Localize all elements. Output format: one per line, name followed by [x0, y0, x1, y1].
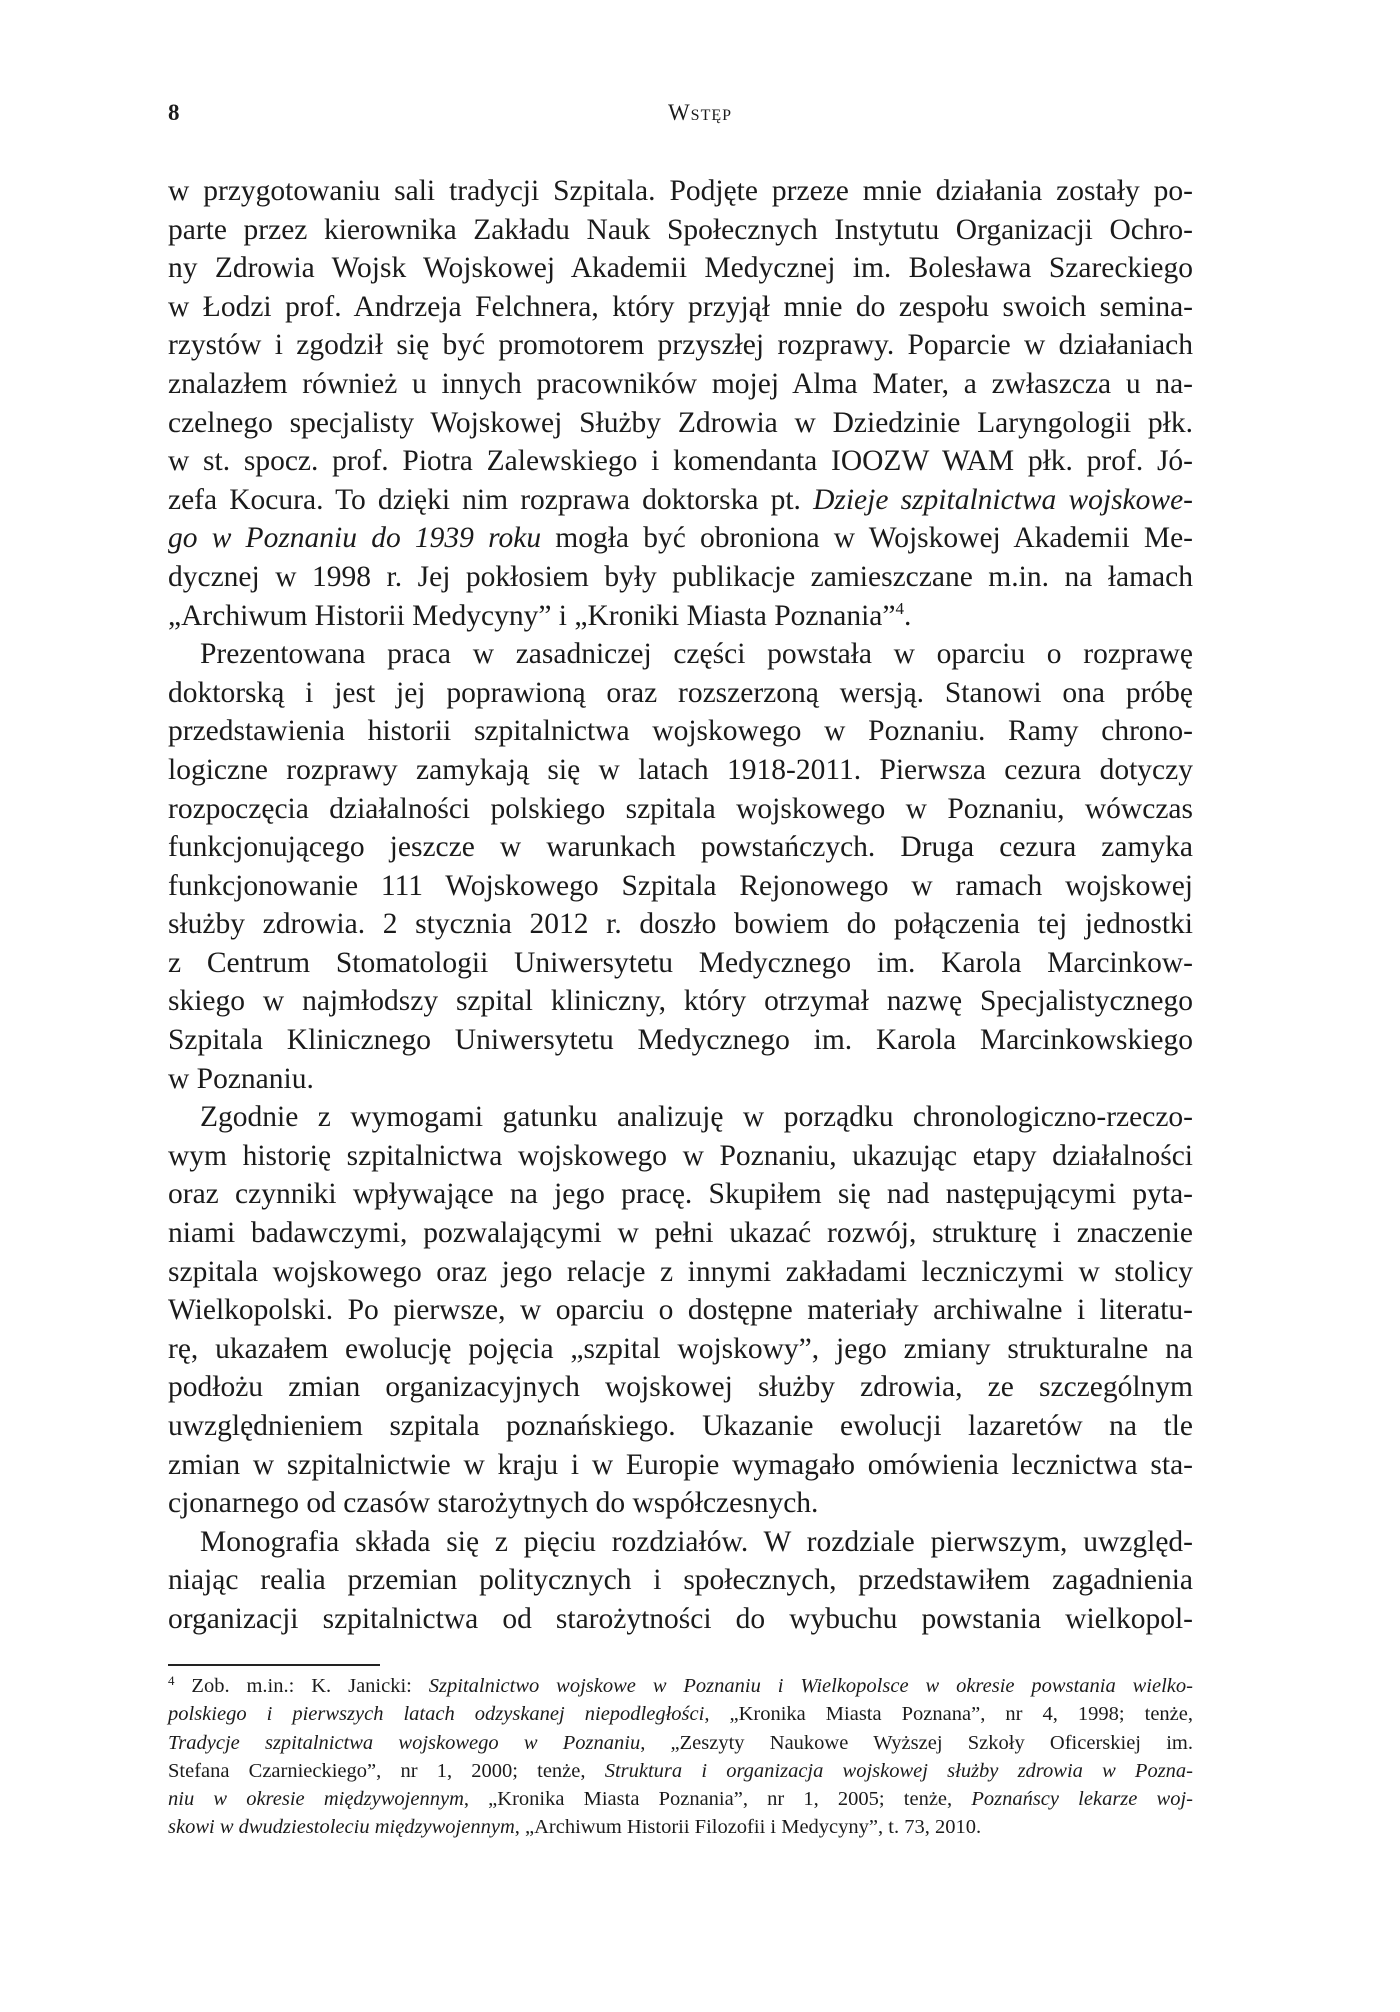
footnote-line: [168, 1700, 1193, 1728]
text-line: w Poznaniu.: [168, 1062, 314, 1095]
text-line: [168, 597, 1193, 636]
text-line: oraz czynniki wpływające na jego pracę. Skupiłem się nad następującymi pyta-: [168, 1178, 1193, 1211]
text-line: wym historię szpitalnictwa wojskowego w Poznaniu, ukazując etapy działalności: [168, 1139, 1193, 1172]
text-line: [168, 519, 1193, 558]
text-line: zmian w szpitalnictwie w kraju i w Europie wymagało omówienia lecznictwa sta-: [168, 1448, 1193, 1481]
text-run: , „Kronika Miasta Poznania”, nr 1, 2005; tenże,: [463, 1788, 972, 1811]
citation-title-italic: Szpitalnictwo wojskowe w Poznaniu i Wielkopolsce w okresie powstania wielko-: [428, 1675, 1193, 1697]
citation-title-italic: niu w okresie międzywojennym: [168, 1788, 464, 1811]
text-run: , „Kronika Miasta Poznana”, nr 4, 1998; tenże,: [704, 1703, 1193, 1726]
text-run: zefa Kocura. To dzięki nim rozprawa doktorska pt.: [168, 483, 814, 516]
text-line: niając realia przemian politycznych i społecznych, przedstawiłem zagadnienia: [168, 1564, 1193, 1597]
book-title-italic: Dzieje szpitalnictwa wojskowe-: [813, 483, 1193, 516]
text-run: Stefana Czarnieckiego”, nr 1, 2000; tenże,: [168, 1759, 605, 1782]
footnote-line: [168, 1672, 1193, 1700]
citation-title-italic: skowi w dwudziestoleciu międzywojennym: [168, 1816, 515, 1839]
text-line: Szpitala Klinicznego Uniwersytetu Medycznego im. Karola Marcinkowskiego: [168, 1024, 1193, 1057]
text-line: rę, ukazałem ewolucję pojęcia „szpital wojskowy”, jego zmiany strukturalne na: [168, 1332, 1193, 1365]
footnote-line: [168, 1785, 1193, 1813]
text-line: logiczne rozprawy zamykają się w latach 1918-2011. Pierwsza cezura dotyczy: [168, 753, 1193, 786]
text-line: Prezentowana praca w zasadniczej części powstała w oparciu o rozprawę: [200, 638, 1193, 671]
text-line: uwzględnieniem szpitala poznańskiego. Ukazanie ewolucji lazaretów na tle: [168, 1410, 1193, 1442]
running-head: Wstęp: [667, 100, 733, 125]
text-line: niami badawczymi, pozwalającymi w pełni ukazać rozwój, strukturę i znaczenie: [168, 1217, 1193, 1250]
footnotes: [168, 1672, 1193, 1842]
book-title-italic: go w Poznaniu do 1939 roku: [168, 522, 542, 555]
text-line: rzystów i zgodził się być promotorem przyszłej rozprawy. Poparcie w działaniach: [168, 329, 1193, 362]
footnote-marker: 4: [168, 1673, 175, 1688]
text-line: służby zdrowia. 2 stycznia 2012 r. doszło bowiem do połączenia tej jednostki: [168, 908, 1193, 941]
text-line: czelnego specjalisty Wojskowej Służby Zdrowia w Dziedzinie Laryngologii płk.: [168, 406, 1193, 439]
text-run: , „Zeszyty Naukowe Wyższej Szkoły Oficerskiej im.: [640, 1731, 1193, 1754]
citation-title-italic: Poznańscy lekarze woj-: [971, 1788, 1193, 1811]
text-line: Monografia składa się z pięciu rozdziałów. W rozdziale pierwszym, uwzględ-: [200, 1525, 1193, 1558]
text-line: Wielkopolski. Po pierwsze, w oparciu o dostępne materiały archiwalne i literatu-: [168, 1294, 1193, 1327]
text-line: Zgodnie z wymogami gatunku analizuję w porządku chronologiczno-rzeczo-: [200, 1101, 1193, 1134]
text-line: parte przez kierownika Zakładu Nauk Społecznych Instytutu Organizacji Ochro-: [168, 213, 1193, 246]
footnote-line: [168, 1813, 1193, 1841]
text-line: z Centrum Stomatologii Uniwersytetu Medycznego im. Karola Marcinkow-: [168, 946, 1193, 979]
text-line: w Łodzi prof. Andrzeja Felchnera, który przyjął mnie do zespołu swoich semina-: [168, 290, 1193, 323]
body-text: [168, 172, 1193, 1639]
text-line: ny Zdrowia Wojsk Wojskowej Akademii Medycznej im. Bolesława Szareckiego: [168, 252, 1193, 285]
text-run: , „Archiwum Historii Filozofii i Medycyny”, t. 73, 2010.: [514, 1816, 982, 1839]
text-line: [168, 481, 1193, 520]
footnote-line: [168, 1729, 1193, 1757]
text-line: funkcjonowanie 111 Wojskowego Szpitala Rejonowego w ramach wojskowej: [168, 869, 1193, 902]
footnote-line: [168, 1757, 1193, 1785]
text-line: podłożu zmian organizacyjnych wojskowej służby zdrowia, ze szczególnym: [168, 1371, 1193, 1404]
text-run: Zob. m.in.: K. Janicki:: [174, 1675, 429, 1697]
text-line: funkcjonującego jeszcze w warunkach powstańczych. Druga cezura zamyka: [168, 831, 1193, 864]
text-line: dycznej w 1998 r. Jej pokłosiem były publikacje zamieszczane m.in. na łamach: [168, 560, 1193, 593]
text-line: rozpoczęcia działalności polskiego szpitala wojskowego w Poznaniu, wówczas: [168, 792, 1193, 825]
text-run: „Archiwum Historii Medycyny” i „Kroniki Miasta Poznania”: [168, 599, 896, 632]
text-line: organizacji szpitalnictwa od starożytności do wybuchu powstania wielkopol-: [168, 1602, 1193, 1635]
text-line: przedstawienia historii szpitalnictwa wojskowego w Poznaniu. Ramy chrono-: [168, 715, 1193, 748]
text-line: znalazłem również u innych pracowników mojej Alma Mater, a zwłaszcza u na-: [168, 367, 1193, 400]
citation-title-italic: polskiego i pierwszych latach odzyskanej niepodległości: [168, 1703, 705, 1726]
text-line: w st. spocz. prof. Piotra Zalewskiego i komendanta IOOZW WAM płk. prof. Jó-: [168, 445, 1193, 478]
text-run: mogła być obroniona w Wojskowej Akademii Me-: [541, 522, 1193, 555]
citation-title-italic: Struktura i organizacja wojskowej służby zdrowia w Pozna-: [604, 1759, 1194, 1782]
text-line: doktorską i jest jej poprawioną oraz rozszerzoną wersją. Stanowi ona próbę: [168, 676, 1193, 709]
text-run: .: [904, 599, 912, 632]
text-line: w przygotowaniu sali tradycji Szpitala. Podjęte przeze mnie działania zostały po-: [168, 175, 1193, 207]
text-line: cjonarnego od czasów starożytnych do współczesnych.: [168, 1487, 819, 1520]
citation-title-italic: Tradycje szpitalnictwa wojskowego w Poznaniu: [168, 1731, 641, 1754]
footnote-divider: [168, 1664, 380, 1666]
text-line: szpitala wojskowego oraz jego relacje z innymi zakładami leczniczymi w stolicy: [168, 1255, 1193, 1288]
page-number: 8: [168, 100, 180, 125]
footnote-reference[interactable]: 4: [895, 598, 904, 618]
text-line: skiego w najmłodszy szpital kliniczny, który otrzymał nazwę Specjalistycznego: [168, 985, 1193, 1018]
